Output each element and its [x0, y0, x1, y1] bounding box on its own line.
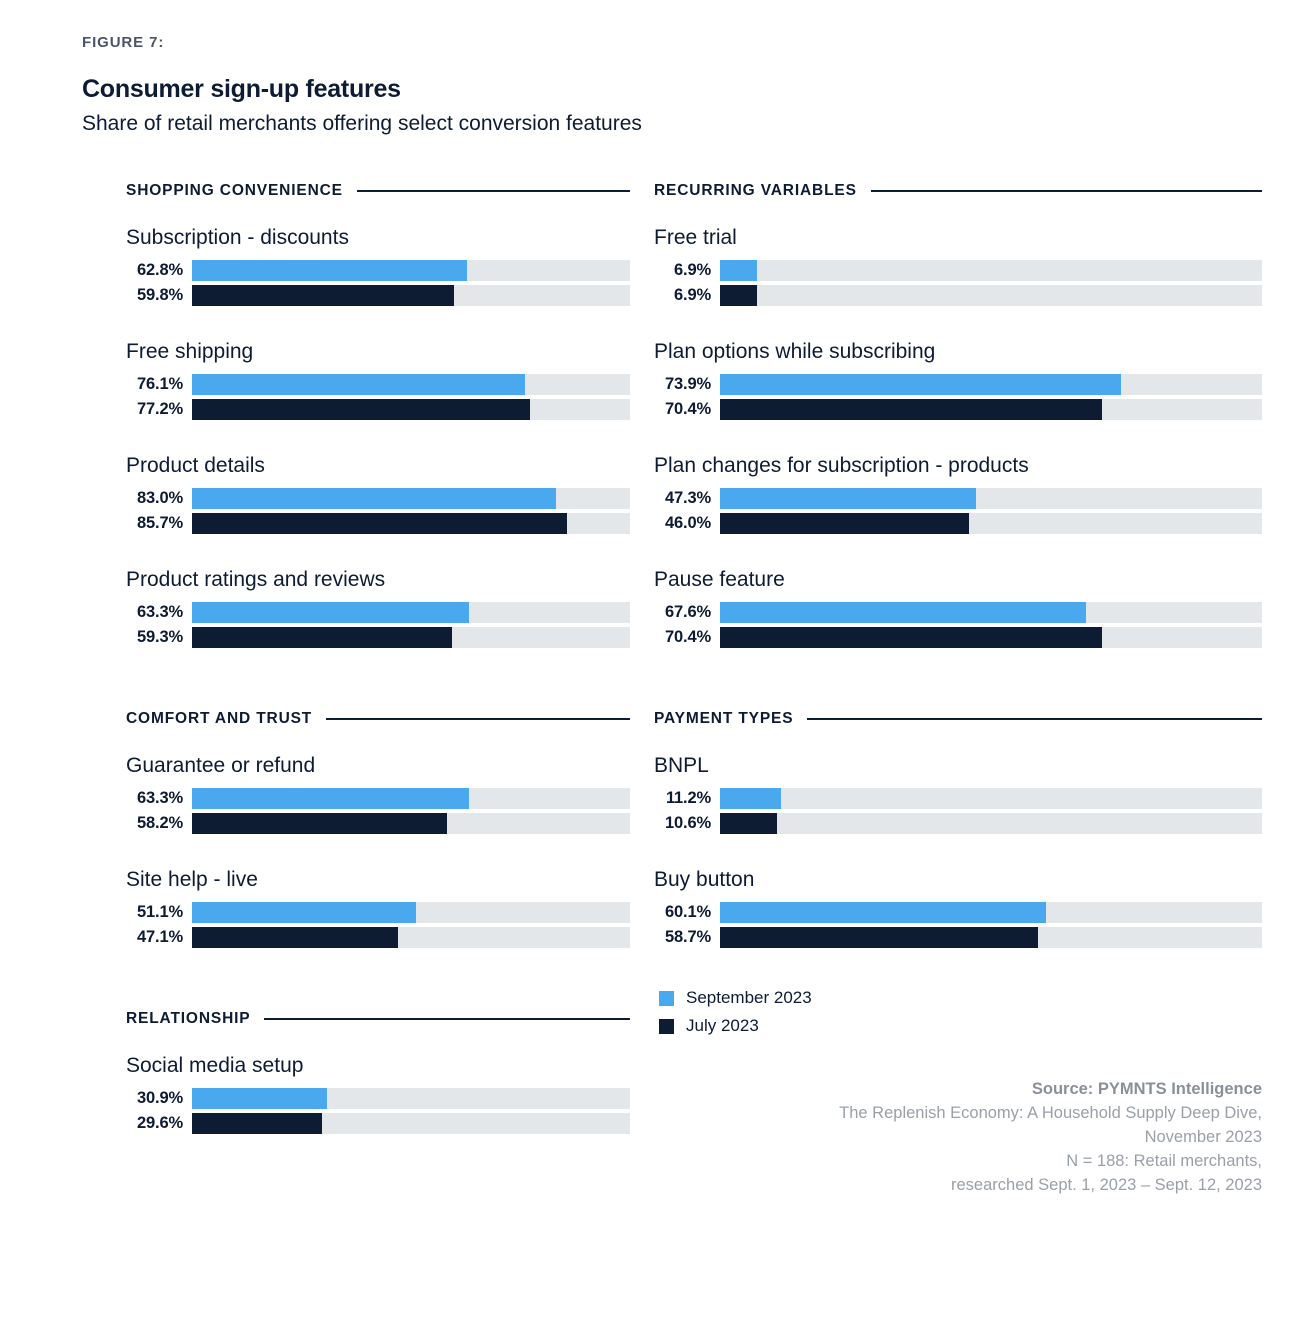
bar-row — [654, 488, 1262, 509]
bar-value: 46.0% — [665, 514, 711, 532]
bar-track — [720, 902, 1262, 923]
bar-value: 58.2% — [137, 814, 183, 832]
bar-track — [192, 1113, 630, 1134]
bar-fill-september — [192, 374, 525, 395]
source-block — [654, 1078, 1262, 1198]
bar-value: 58.7% — [665, 928, 711, 946]
bar-fill-september — [720, 788, 781, 809]
section-payment-types — [654, 710, 1262, 948]
bar-value: 6.9% — [674, 286, 711, 304]
bar-fill-september — [192, 788, 469, 809]
bar-value: 10.6% — [665, 814, 711, 832]
bar-track — [720, 513, 1262, 534]
bar-value: 47.1% — [137, 928, 183, 946]
source-detail: N = 188: Retail merchants, — [1066, 1151, 1262, 1170]
section-rule — [264, 1018, 630, 1020]
bar-row — [126, 1113, 630, 1134]
bar-fill-july — [192, 399, 530, 420]
bar-group — [126, 1054, 630, 1134]
bar-value: 62.8% — [137, 261, 183, 279]
bar-row — [654, 627, 1262, 648]
section-header — [654, 182, 1262, 200]
page-title: Consumer sign-up features — [82, 75, 401, 103]
source-detail: The Replenish Economy: A Household Supply Deep Dive, — [839, 1103, 1262, 1122]
bar-group-label: Plan options while subscribing — [654, 340, 936, 363]
bar-row — [126, 602, 630, 623]
section-header — [126, 1010, 630, 1028]
page-subtitle: Share of retail merchants offering select conversion features — [82, 112, 642, 135]
section-comfort-and-trust — [126, 710, 630, 948]
source-detail: November 2023 — [1144, 1127, 1262, 1146]
bar-group-label: Social media setup — [126, 1054, 304, 1077]
bar-row — [126, 260, 630, 281]
bar-value: 60.1% — [665, 903, 711, 921]
bar-value: 70.4% — [665, 628, 711, 646]
bar-group-label: Guarantee or refund — [126, 754, 316, 777]
bar-row — [654, 260, 1262, 281]
bar-fill-september — [720, 260, 757, 281]
bar-fill-july — [192, 285, 454, 306]
bar-fill-july — [720, 813, 777, 834]
bar-group-label: Free trial — [654, 226, 737, 249]
bar-track — [192, 374, 630, 395]
bar-track — [192, 788, 630, 809]
bar-value: 70.4% — [665, 400, 711, 418]
bar-track — [720, 260, 1262, 281]
bar-track — [720, 813, 1262, 834]
bar-row — [126, 902, 630, 923]
bar-row — [126, 927, 630, 948]
bar-fill-september — [192, 602, 469, 623]
bar-row — [654, 927, 1262, 948]
section-rule — [807, 718, 1262, 720]
bar-group-label: Site help - live — [126, 868, 258, 891]
bar-row — [654, 813, 1262, 834]
bar-row — [654, 399, 1262, 420]
right-column — [654, 182, 1262, 1198]
bar-track — [720, 488, 1262, 509]
bar-value: 59.8% — [137, 286, 183, 304]
bar-group — [126, 868, 630, 948]
bar-fill-july — [192, 1113, 322, 1134]
figure-number: FIGURE 7: — [82, 34, 165, 51]
chart-columns — [46, 182, 1262, 1198]
legend-swatch-september — [659, 991, 674, 1006]
bar-group — [654, 868, 1262, 948]
bar-group — [654, 454, 1262, 534]
bar-fill-september — [720, 602, 1086, 623]
bar-track — [720, 374, 1262, 395]
bar-value: 76.1% — [137, 375, 183, 393]
bar-row — [654, 285, 1262, 306]
bar-group-label: BNPL — [654, 754, 709, 777]
bar-row — [126, 374, 630, 395]
section-label: RECURRING VARIABLES — [654, 182, 857, 199]
bar-fill-july — [192, 627, 452, 648]
section-shopping-convenience — [126, 182, 630, 648]
bar-group-label: Product ratings and reviews — [126, 568, 386, 591]
bar-row — [654, 902, 1262, 923]
bar-track — [720, 399, 1262, 420]
bar-track — [720, 627, 1262, 648]
bar-row — [654, 602, 1262, 623]
bar-row — [126, 813, 630, 834]
bar-row — [654, 788, 1262, 809]
bar-row — [126, 1088, 630, 1109]
bar-value: 85.7% — [137, 514, 183, 532]
section-header — [126, 182, 630, 200]
bar-value: 73.9% — [665, 375, 711, 393]
bar-group — [654, 226, 1262, 306]
bar-group — [126, 454, 630, 534]
bar-track — [720, 602, 1262, 623]
bar-fill-july — [192, 927, 398, 948]
bar-group — [126, 568, 630, 648]
legend-swatch-july — [659, 1019, 674, 1034]
bar-fill-september — [192, 902, 416, 923]
bar-group — [126, 340, 630, 420]
bar-track — [720, 285, 1262, 306]
bar-track — [192, 627, 630, 648]
section-header — [654, 710, 1262, 728]
bar-group — [126, 226, 630, 306]
bar-group-label: Product details — [126, 454, 265, 477]
section-label: COMFORT AND TRUST — [126, 710, 313, 727]
bar-fill-july — [720, 627, 1102, 648]
bar-fill-september — [720, 902, 1046, 923]
legend-item-july — [659, 1016, 1262, 1036]
legend-label: September 2023 — [686, 988, 812, 1007]
bar-group-label: Subscription - discounts — [126, 226, 349, 249]
bar-value: 67.6% — [665, 603, 711, 621]
bar-value: 63.3% — [137, 789, 183, 807]
bar-value: 6.9% — [674, 261, 711, 279]
bar-row — [126, 399, 630, 420]
bar-fill-july — [192, 513, 567, 534]
bar-track — [192, 927, 630, 948]
bar-group-label: Buy button — [654, 868, 755, 891]
section-rule — [871, 190, 1262, 192]
bar-track — [720, 788, 1262, 809]
bar-row — [126, 513, 630, 534]
bar-track — [192, 902, 630, 923]
bar-group — [654, 754, 1262, 834]
bar-track — [192, 513, 630, 534]
bar-row — [654, 513, 1262, 534]
bar-row — [126, 627, 630, 648]
bar-row — [654, 374, 1262, 395]
bar-fill-september — [192, 260, 467, 281]
bar-track — [192, 488, 630, 509]
bar-fill-july — [720, 513, 969, 534]
section-label: PAYMENT TYPES — [654, 710, 794, 727]
bar-track — [720, 927, 1262, 948]
bar-row — [126, 788, 630, 809]
section-recurring-variables — [654, 182, 1262, 648]
section-header — [126, 710, 630, 728]
bar-fill-july — [720, 285, 757, 306]
section-relationship — [126, 1010, 630, 1134]
source-detail: researched Sept. 1, 2023 – Sept. 12, 2023 — [951, 1175, 1262, 1194]
legend-label: July 2023 — [686, 1016, 759, 1035]
bar-track — [192, 285, 630, 306]
bar-row — [126, 285, 630, 306]
bar-group — [126, 754, 630, 834]
legend-item-september — [659, 988, 1262, 1008]
bar-fill-september — [192, 488, 556, 509]
section-label: SHOPPING CONVENIENCE — [126, 182, 343, 199]
left-column — [46, 182, 654, 1198]
section-label: RELATIONSHIP — [126, 1010, 251, 1027]
bar-value: 83.0% — [137, 489, 183, 507]
bar-group-label: Pause feature — [654, 568, 785, 591]
bar-value: 11.2% — [665, 789, 711, 807]
bar-track — [192, 813, 630, 834]
bar-fill-september — [720, 488, 976, 509]
bar-group — [654, 568, 1262, 648]
source-attribution: Source: PYMNTS Intelligence — [1031, 1080, 1262, 1098]
bar-fill-july — [720, 927, 1038, 948]
bar-track — [192, 1088, 630, 1109]
bar-track — [192, 602, 630, 623]
bar-fill-july — [720, 399, 1102, 420]
bar-row — [126, 488, 630, 509]
bar-value: 29.6% — [137, 1114, 183, 1132]
chart-legend — [654, 988, 1262, 1036]
bar-value: 47.3% — [665, 489, 711, 507]
bar-value: 59.3% — [137, 628, 183, 646]
section-rule — [357, 190, 630, 192]
bar-value: 63.3% — [137, 603, 183, 621]
bar-group — [654, 340, 1262, 420]
bar-value: 77.2% — [137, 400, 183, 418]
bar-value: 51.1% — [137, 903, 183, 921]
bar-fill-september — [192, 1088, 327, 1109]
bar-group-label: Plan changes for subscription - products — [654, 454, 1029, 477]
bar-group-label: Free shipping — [126, 340, 254, 363]
bar-fill-september — [720, 374, 1121, 395]
bar-value: 30.9% — [137, 1089, 183, 1107]
bar-fill-july — [192, 813, 447, 834]
bar-track — [192, 260, 630, 281]
section-rule — [326, 718, 630, 720]
bar-track — [192, 399, 630, 420]
